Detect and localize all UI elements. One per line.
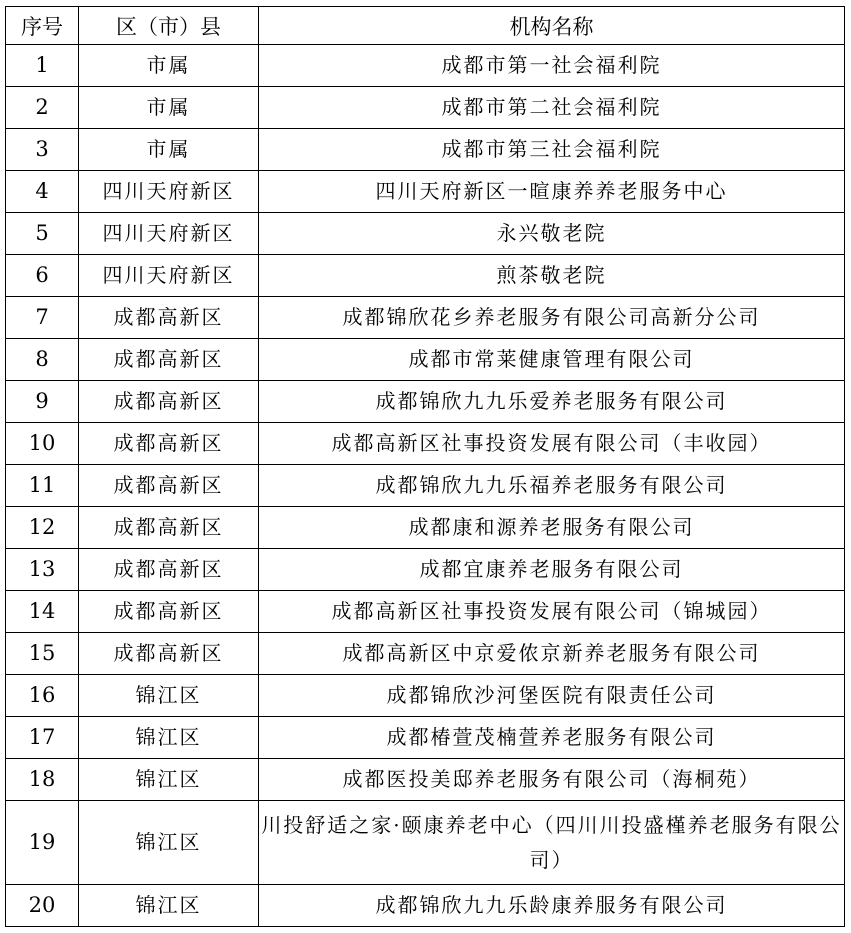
row-institution: 成都锦欣九九乐龄康养服务有限公司 [259, 885, 845, 927]
row-district: 成都高新区 [79, 591, 259, 633]
row-institution: 成都市第三社会福利院 [259, 129, 845, 171]
row-institution: 成都高新区社事投资发展有限公司（锦城园） [259, 591, 845, 633]
row-institution: 四川天府新区一暄康养养老服务中心 [259, 171, 845, 213]
table-row [6, 465, 845, 507]
row-institution: 成都椿萱茂楠萱养老服务有限公司 [259, 717, 845, 759]
row-institution: 成都市第一社会福利院 [259, 45, 845, 87]
table-row [6, 675, 845, 717]
row-district: 锦江区 [79, 801, 259, 885]
row-district: 成都高新区 [79, 297, 259, 339]
row-district: 成都高新区 [79, 423, 259, 465]
row-district: 市属 [79, 129, 259, 171]
header-institution: 机构名称 [259, 7, 845, 45]
row-index: 12 [6, 507, 79, 549]
row-index: 14 [6, 591, 79, 633]
table-row [6, 759, 845, 801]
row-institution: 成都锦欣九九乐福养老服务有限公司 [259, 465, 845, 507]
row-district: 市属 [79, 45, 259, 87]
row-index: 17 [6, 717, 79, 759]
row-institution: 煎茶敬老院 [259, 255, 845, 297]
row-district: 四川天府新区 [79, 213, 259, 255]
row-index: 6 [6, 255, 79, 297]
table-row [6, 129, 845, 171]
institution-table [5, 6, 845, 927]
row-index: 18 [6, 759, 79, 801]
row-district: 成都高新区 [79, 339, 259, 381]
row-district: 成都高新区 [79, 507, 259, 549]
table-row [6, 339, 845, 381]
table-row [6, 255, 845, 297]
row-institution: 成都高新区中京爱侬京新养老服务有限公司 [259, 633, 845, 675]
table-row [6, 801, 845, 885]
row-institution: 成都锦欣花乡养老服务有限公司高新分公司 [259, 297, 845, 339]
table-row [6, 885, 845, 927]
row-institution: 成都锦欣沙河堡医院有限责任公司 [259, 675, 845, 717]
row-district: 锦江区 [79, 885, 259, 927]
row-index: 9 [6, 381, 79, 423]
header-index: 序号 [6, 7, 79, 45]
row-district: 成都高新区 [79, 465, 259, 507]
row-district: 锦江区 [79, 717, 259, 759]
table-row [6, 591, 845, 633]
header-district: 区（市）县 [79, 7, 259, 45]
row-district: 市属 [79, 87, 259, 129]
row-index: 1 [6, 45, 79, 87]
row-index: 13 [6, 549, 79, 591]
row-institution: 成都锦欣九九乐爱养老服务有限公司 [259, 381, 845, 423]
row-index: 7 [6, 297, 79, 339]
table-row [6, 381, 845, 423]
row-district: 成都高新区 [79, 381, 259, 423]
row-index: 16 [6, 675, 79, 717]
table-header-row [6, 7, 845, 45]
table-row [6, 549, 845, 591]
row-index: 2 [6, 87, 79, 129]
table-row [6, 297, 845, 339]
table-row [6, 507, 845, 549]
table-row [6, 45, 845, 87]
row-institution: 成都医投美邸养老服务有限公司（海桐苑） [259, 759, 845, 801]
row-institution: 成都宜康养老服务有限公司 [259, 549, 845, 591]
table-row [6, 213, 845, 255]
table-row [6, 633, 845, 675]
row-institution: 成都市第二社会福利院 [259, 87, 845, 129]
row-index: 8 [6, 339, 79, 381]
row-district: 成都高新区 [79, 633, 259, 675]
row-index: 20 [6, 885, 79, 927]
row-institution: 川投舒适之家·颐康养老中心（四川川投盛槿养老服务有限公司） [259, 801, 845, 885]
row-district: 四川天府新区 [79, 171, 259, 213]
row-institution: 成都高新区社事投资发展有限公司（丰收园） [259, 423, 845, 465]
row-index: 3 [6, 129, 79, 171]
table-row [6, 717, 845, 759]
row-index: 10 [6, 423, 79, 465]
row-index: 5 [6, 213, 79, 255]
table-row [6, 423, 845, 465]
row-index: 11 [6, 465, 79, 507]
row-institution: 永兴敬老院 [259, 213, 845, 255]
row-district: 锦江区 [79, 675, 259, 717]
row-district: 成都高新区 [79, 549, 259, 591]
row-index: 15 [6, 633, 79, 675]
row-index: 19 [6, 801, 79, 885]
table-row [6, 87, 845, 129]
table-row [6, 171, 845, 213]
row-index: 4 [6, 171, 79, 213]
row-district: 锦江区 [79, 759, 259, 801]
row-district: 四川天府新区 [79, 255, 259, 297]
row-institution: 成都市常莱健康管理有限公司 [259, 339, 845, 381]
row-institution: 成都康和源养老服务有限公司 [259, 507, 845, 549]
